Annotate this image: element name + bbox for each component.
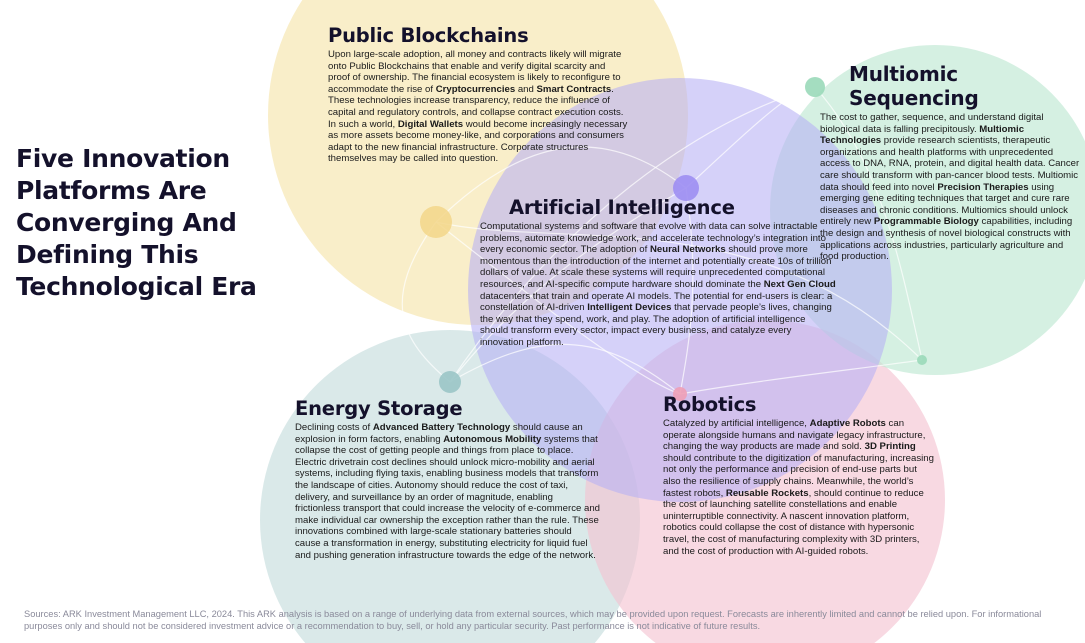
platform-description: Computational systems and software that evolve with data can solve intractable problems, automate knowledge work, and accelerate technology’s integration into every economic sector. The adoption of Neural Networks should prove more momentous than the introduction of the internet and potentially create 10s of trillion dollars of value. At scale these systems will require unprecedented computational resources, and AI-specific compute hardware should dominate the Next Gen Cloud datacenters that train and operate AI models. The potential for end-users is clear: a constellation of AI-driven Intelligent Devices that pervade people’s lives, changing the way that they spend, work, and play. The adoption of artificial intelligence should transform every sector, impact every business, and catalyze every innovation platform. bbox=[480, 221, 836, 348]
platform-title: Multiomic Sequencing bbox=[849, 62, 979, 110]
key-term: Cryptocurrencies bbox=[435, 83, 516, 95]
key-term: Smart Contracts bbox=[536, 83, 612, 95]
platform-description: The cost to gather, sequence, and understand digital biological data is falling precipitously. Multiomic Technologies provide research scientists, therapeutic organizations and health platforms with unprecedented access to DNA, RNA, protein, and digital health data. Cancer care should transform with pan-cancer blood tests. Multiomic data should feed into novel Precision Therapies using emerging gene editing techniques that target and cure rare diseases and chronic conditions. Multiomics should unlock entirely new Programmable Biology capabilities, including the design and synthesis of novel biological constructs with applications across industries, particularly agriculture and food production. bbox=[820, 112, 1080, 263]
key-term: Multiomic Technologies bbox=[820, 123, 1025, 147]
sources-disclaimer: Sources: ARK Investment Management LLC, 2024. This ARK analysis is based on a range of underlying data from external sources, which may be provided upon request. Forecasts are inherently limited and cannot be relied upon. For informational purposes only and should not be considered investment advice or a recommendation to buy, sell, or hold any particular security. Past performance is not indicative of future results. bbox=[24, 609, 1042, 631]
key-term: 3D Printing bbox=[864, 441, 916, 453]
key-term: Intelligent Devices bbox=[587, 302, 672, 314]
node-blockchain bbox=[420, 206, 452, 238]
key-term: Autonomous Mobility bbox=[443, 433, 542, 445]
key-term: Advanced Battery Technology bbox=[372, 422, 511, 433]
key-term: Precision Therapies bbox=[937, 181, 1029, 193]
key-term: Programmable Biology bbox=[873, 216, 979, 228]
platform-description: Catalyzed by artificial intelligence, Adaptive Robots can operate alongside humans and navigate legacy infrastructure, changing the way products are made and sold. 3D Printing should contribute to the digitization of manufacturing, increasing not only the performance and precision of end-use parts but also the resilience of supply chains. Meanwhile, the world’s fastest robots, Reusable Rockets, should continue to reduce the cost of launching satellite constellations and enable uninterruptible connectivity. A nascent innovation platform, robotics could collapse the cost of distance with hypersonic travel, the cost of manufacturing complexity with 3D printers, and the cost of production with AI-guided robots. bbox=[663, 418, 934, 557]
platform-public-blockchains bbox=[328, 25, 628, 165]
platform-title: Energy Storage bbox=[295, 397, 463, 420]
page-title: Five Innovation Platforms Are Converging And Defining This Technological Era bbox=[16, 144, 257, 301]
platform-title: Robotics bbox=[663, 393, 757, 416]
platform-energy-storage bbox=[295, 398, 600, 561]
platform-description: Declining costs of Advanced Battery Technology should cause an explosion in form factors, enabling Autonomous Mobility systems that collapse the cost of getting people and things from place to place. Electric drivetrain cost declines should unlock micro-mobility and aerial systems, including flying taxis, enabling business models that transform the landscape of cities. Autonomy should reduce the cost of taxi, delivery, and surveillance by an order of magnitude, enabling frictionless transport that could increase the velocity of e-commerce and make individual car ownership the exception rather than the rule. These innovations combined with large-scale stationary batteries should cause a transformation in energy, substituting electricity for liquid fuel and pushing generation infrastructure towards the edge of the network. bbox=[295, 422, 601, 561]
platform-description: Upon large-scale adoption, all money and contracts likely will migrate onto Public Blockchains that enable and verify digital scarcity and proof of ownership. The financial ecosystem is likely to reconfigure to accommodate the rise of Cryptocurrencies and Smart Contracts. These technologies increase transparency, reduce the influence of capital and regulatory controls, and collapse contract execution costs. In such a world, Digital Wallets would become increasingly necessary as more assets become money-like, and corporations and consumers adapt to the new financial infrastructure. Corporate structures themselves may be called into question. bbox=[328, 49, 628, 165]
key-term: Next Gen Cloud bbox=[763, 278, 836, 290]
node-energy bbox=[439, 371, 461, 393]
key-term: Adaptive Robots bbox=[809, 418, 886, 429]
platform-artificial-intelligence bbox=[480, 197, 836, 349]
key-term: Reusable Rockets bbox=[725, 487, 809, 499]
platform-title: Public Blockchains bbox=[328, 24, 529, 47]
platform-robotics bbox=[663, 394, 935, 557]
key-term: Neural Networks bbox=[649, 244, 726, 256]
node-small bbox=[917, 355, 927, 365]
key-term: Digital Wallets bbox=[397, 118, 464, 130]
platform-multiomic-sequencing bbox=[820, 62, 1082, 263]
platform-title: Artificial Intelligence bbox=[509, 196, 735, 219]
